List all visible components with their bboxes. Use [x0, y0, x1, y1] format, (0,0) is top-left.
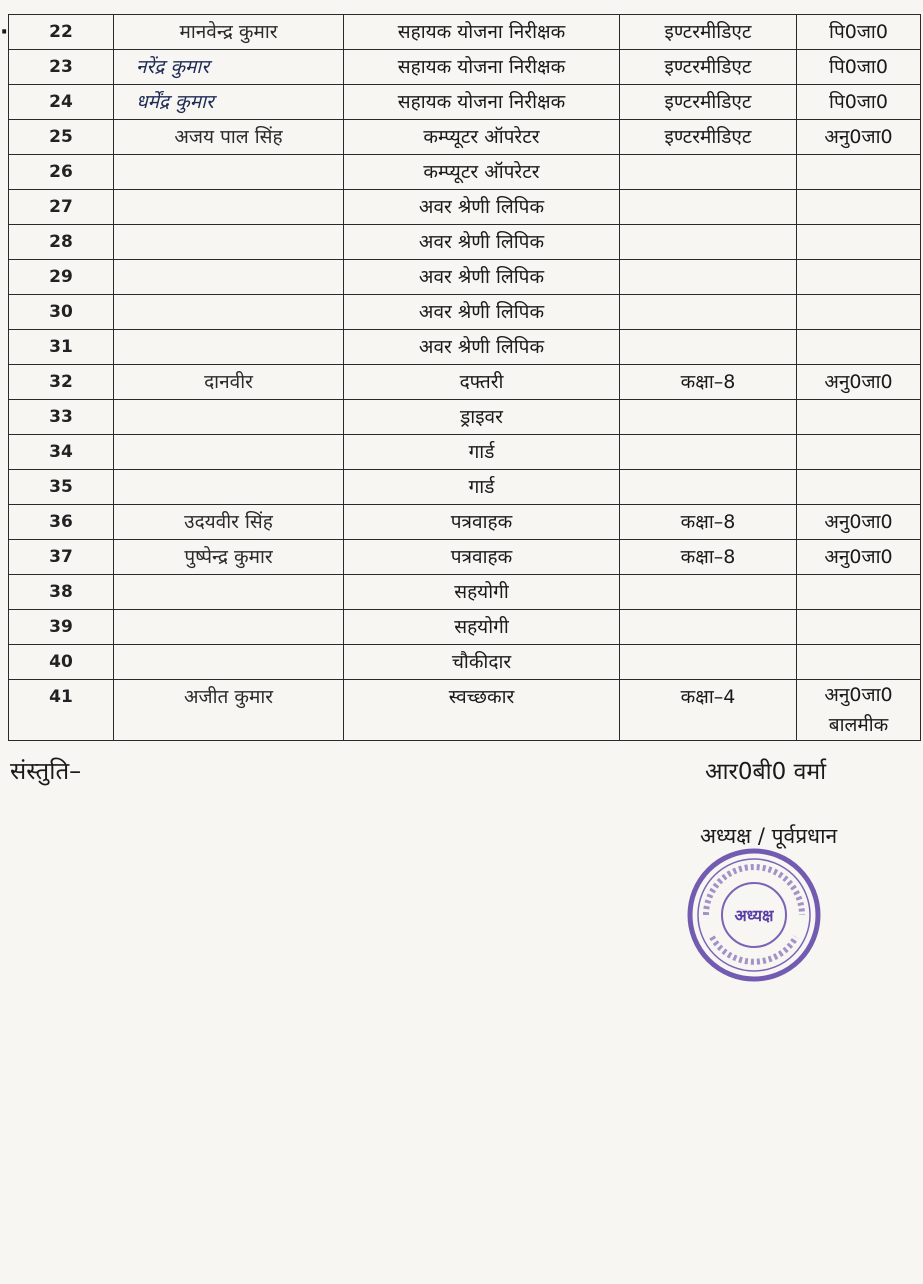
official-seal	[684, 845, 824, 985]
qualification-cell	[620, 225, 797, 260]
category-cell	[797, 610, 921, 645]
post-cell: अवर श्रेणी लिपिक	[344, 330, 620, 365]
post-cell: गार्ड	[344, 470, 620, 505]
table-row	[9, 680, 921, 741]
qualification-cell: इण्टरमीडिएट	[620, 85, 797, 120]
serial-number-cell: 26	[9, 155, 114, 190]
serial-number-cell: 32	[9, 365, 114, 400]
post-cell: दफ्तरी	[344, 365, 620, 400]
qualification-cell	[620, 610, 797, 645]
category-cell: पि0जा0	[797, 85, 921, 120]
serial-number-cell: 24	[9, 85, 114, 120]
category-cell	[797, 680, 921, 741]
category-cell	[797, 645, 921, 680]
serial-number-cell: 38	[9, 575, 114, 610]
serial-number-cell: 34	[9, 435, 114, 470]
qualification-cell: इण्टरमीडिएट	[620, 50, 797, 85]
employee-name-cell	[114, 260, 344, 295]
qualification-cell	[620, 645, 797, 680]
qualification-cell: कक्षा–8	[620, 505, 797, 540]
employee-name-cell	[114, 470, 344, 505]
table-row	[9, 85, 921, 120]
employee-name-cell: नरेंद्र कुमार	[114, 50, 344, 85]
category-cell	[797, 295, 921, 330]
serial-number-cell: 33	[9, 400, 114, 435]
employee-name-cell: मानवेन्द्र कुमार	[114, 15, 344, 50]
subcategory-text: बालमीक	[828, 714, 889, 736]
post-cell: स्वच्छकार	[344, 680, 620, 741]
qualification-cell: इण्टरमीडिएट	[620, 120, 797, 155]
qualification-cell	[620, 155, 797, 190]
serial-number-cell: 36	[9, 505, 114, 540]
serial-number-cell: 23	[9, 50, 114, 85]
table-row	[9, 260, 921, 295]
post-cell: सहायक योजना निरीक्षक	[344, 85, 620, 120]
post-cell: सहयोगी	[344, 610, 620, 645]
staff-roster-table	[8, 14, 921, 741]
qualification-cell	[620, 470, 797, 505]
table-row	[9, 50, 921, 85]
employee-name-cell	[114, 295, 344, 330]
category-cell	[797, 225, 921, 260]
serial-number-cell: 22	[9, 15, 114, 50]
employee-name-cell	[114, 645, 344, 680]
seal-center-text: अध्यक्ष	[734, 906, 774, 925]
post-cell: अवर श्रेणी लिपिक	[344, 190, 620, 225]
table-row	[9, 400, 921, 435]
category-cell	[797, 400, 921, 435]
category-cell	[797, 190, 921, 225]
post-cell: अवर श्रेणी लिपिक	[344, 295, 620, 330]
employee-name-cell: अजीत कुमार	[114, 680, 344, 741]
post-cell: गार्ड	[344, 435, 620, 470]
post-cell: अवर श्रेणी लिपिक	[344, 225, 620, 260]
category-cell	[797, 330, 921, 365]
employee-name-cell	[114, 330, 344, 365]
employee-name-cell	[114, 435, 344, 470]
category-cell: अनु0जा0	[797, 120, 921, 155]
table-row	[9, 540, 921, 575]
signatory-designation: अध्यक्ष / पूर्वप्रधान	[700, 824, 838, 848]
category-cell	[797, 575, 921, 610]
employee-name-cell: धर्मेंद्र कुमार	[114, 85, 344, 120]
serial-number-cell: 31	[9, 330, 114, 365]
table-row	[9, 575, 921, 610]
table-row	[9, 295, 921, 330]
employee-name-cell: उदयवीर सिंह	[114, 505, 344, 540]
category-cell	[797, 435, 921, 470]
table-row	[9, 365, 921, 400]
post-cell: ड्राइवर	[344, 400, 620, 435]
employee-name-cell: अजय पाल सिंह	[114, 120, 344, 155]
employee-name-cell	[114, 400, 344, 435]
employee-name-cell	[114, 155, 344, 190]
category-cell: पि0जा0	[797, 50, 921, 85]
post-cell: सहयोगी	[344, 575, 620, 610]
serial-number-cell: 41	[9, 680, 114, 741]
qualification-cell	[620, 435, 797, 470]
table-row	[9, 120, 921, 155]
table-row	[9, 610, 921, 645]
category-text: अनु0जा0	[824, 684, 893, 706]
category-cell: पि0जा0	[797, 15, 921, 50]
table-row	[9, 645, 921, 680]
serial-number-cell: 40	[9, 645, 114, 680]
category-cell: अनु0जा0	[797, 365, 921, 400]
table-row	[9, 155, 921, 190]
qualification-cell	[620, 400, 797, 435]
table-row	[9, 15, 921, 50]
category-cell	[797, 155, 921, 190]
category-cell	[797, 260, 921, 295]
category-cell	[797, 470, 921, 505]
qualification-cell	[620, 575, 797, 610]
post-cell: चौकीदार	[344, 645, 620, 680]
seal-lettering-arc-lower	[712, 937, 796, 962]
serial-number-cell: 30	[9, 295, 114, 330]
serial-number-cell: 35	[9, 470, 114, 505]
employee-name-cell	[114, 610, 344, 645]
serial-number-cell: 39	[9, 610, 114, 645]
post-cell: पत्रवाहक	[344, 540, 620, 575]
margin-mark: ·	[0, 20, 9, 45]
table-row	[9, 330, 921, 365]
serial-number-cell: 28	[9, 225, 114, 260]
post-cell: पत्रवाहक	[344, 505, 620, 540]
qualification-cell: कक्षा–4	[620, 680, 797, 741]
qualification-cell: कक्षा–8	[620, 365, 797, 400]
table-row	[9, 225, 921, 260]
post-cell: सहायक योजना निरीक्षक	[344, 50, 620, 85]
post-cell: अवर श्रेणी लिपिक	[344, 260, 620, 295]
qualification-cell: कक्षा–8	[620, 540, 797, 575]
employee-name-cell	[114, 190, 344, 225]
post-cell: कम्प्यूटर ऑपरेटर	[344, 155, 620, 190]
employee-name-cell: दानवीर	[114, 365, 344, 400]
table-row	[9, 470, 921, 505]
post-cell: सहायक योजना निरीक्षक	[344, 15, 620, 50]
employee-name-cell: पुष्पेन्द्र कुमार	[114, 540, 344, 575]
serial-number-cell: 25	[9, 120, 114, 155]
signatory-name: आर0बी0 वर्मा	[705, 759, 827, 785]
qualification-cell	[620, 295, 797, 330]
qualification-cell	[620, 330, 797, 365]
table-row	[9, 435, 921, 470]
category-cell: अनु0जा0	[797, 540, 921, 575]
recommendation-label: संस्तुति–	[10, 757, 82, 785]
qualification-cell	[620, 260, 797, 295]
serial-number-cell: 37	[9, 540, 114, 575]
post-cell: कम्प्यूटर ऑपरेटर	[344, 120, 620, 155]
employee-name-cell	[114, 225, 344, 260]
employee-name-cell	[114, 575, 344, 610]
table-row	[9, 505, 921, 540]
serial-number-cell: 27	[9, 190, 114, 225]
table-row	[9, 190, 921, 225]
qualification-cell	[620, 190, 797, 225]
qualification-cell: इण्टरमीडिएट	[620, 15, 797, 50]
serial-number-cell: 29	[9, 260, 114, 295]
category-cell: अनु0जा0	[797, 505, 921, 540]
